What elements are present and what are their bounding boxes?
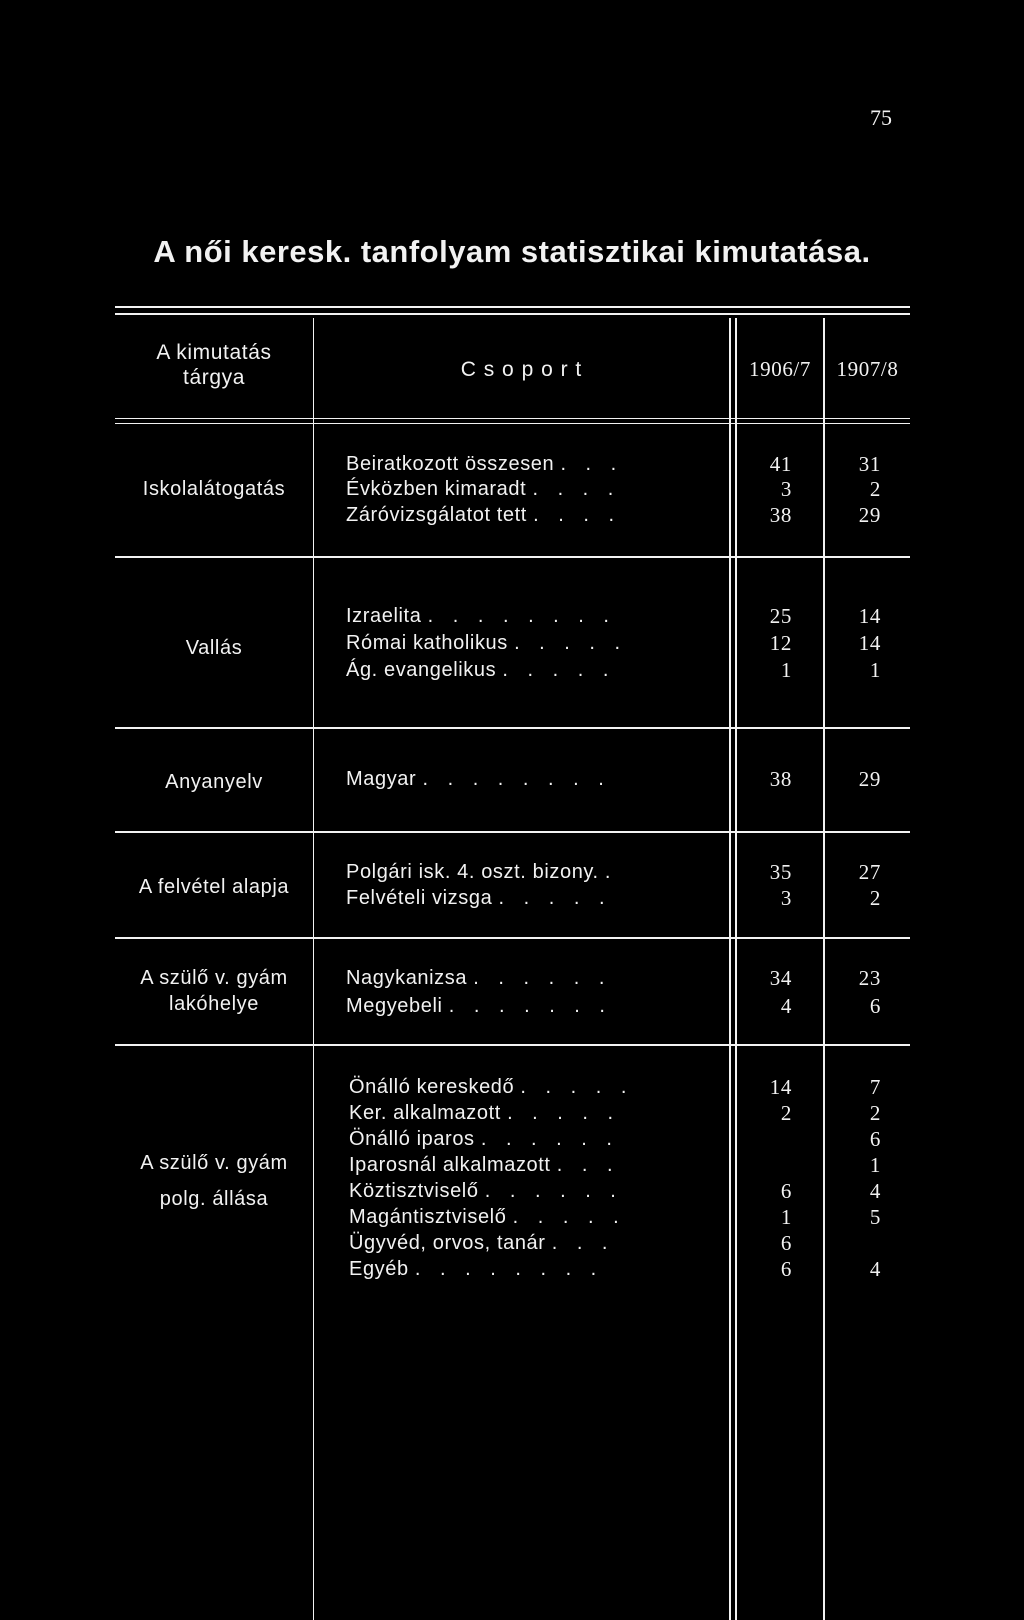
row-label-text: Ügyvéd, orvos, tanár bbox=[349, 1232, 546, 1254]
leader-dots: . . . . bbox=[533, 504, 622, 526]
row-label bbox=[346, 477, 620, 501]
leader-dots: . . . bbox=[551, 1232, 615, 1254]
category-polg-allasa bbox=[115, 1151, 313, 1211]
row-label bbox=[346, 767, 611, 791]
header-subject-line-1: A kimutatás bbox=[156, 341, 272, 364]
top-rule-1 bbox=[115, 306, 910, 308]
category-line-2: lakóhelye bbox=[169, 993, 259, 1015]
row-label-text: Magyar bbox=[346, 768, 417, 790]
value-1906: 1 bbox=[780, 658, 792, 682]
leader-dots: . . . . . bbox=[498, 887, 612, 909]
category-lakohelye bbox=[115, 966, 313, 1016]
value-1906: 41 bbox=[769, 452, 792, 476]
top-rule-2 bbox=[115, 313, 910, 315]
value-1906: 38 bbox=[769, 503, 792, 527]
row-label bbox=[349, 1127, 619, 1151]
header-group: C s o p o r t bbox=[460, 358, 583, 381]
value-1907: 14 bbox=[858, 604, 881, 628]
value-1907: 23 bbox=[858, 966, 881, 990]
row-label bbox=[346, 860, 617, 884]
row-label-text: Önálló iparos bbox=[349, 1128, 475, 1150]
value-1907: 2 bbox=[869, 886, 881, 910]
leader-dots: . . . . . . . . bbox=[427, 605, 616, 627]
section-rule-2 bbox=[115, 727, 910, 729]
value-1906: 25 bbox=[769, 604, 792, 628]
leader-dots: . . . . . bbox=[520, 1076, 634, 1098]
row-label bbox=[346, 503, 621, 527]
row-label bbox=[346, 631, 627, 655]
row-label-text: Egyéb bbox=[349, 1258, 409, 1280]
value-1906: 6 bbox=[780, 1179, 792, 1203]
row-label-text: Záróvizsgálatot tett bbox=[346, 504, 527, 526]
value-1907: 31 bbox=[858, 452, 881, 476]
row-label bbox=[346, 966, 611, 990]
row-label bbox=[349, 1153, 620, 1177]
section-rule-1 bbox=[115, 556, 910, 558]
leader-dots: . . . . bbox=[532, 478, 621, 500]
category-iskolalatogatas: Iskolalátogatás bbox=[142, 478, 286, 500]
leader-dots: . . . bbox=[560, 453, 624, 475]
value-1907: 7 bbox=[869, 1075, 881, 1099]
row-label-text: Ág. evangelikus bbox=[346, 659, 497, 681]
value-1906: 3 bbox=[780, 477, 792, 501]
value-1907: 6 bbox=[869, 1127, 881, 1151]
row-label-text: Ker. alkalmazott bbox=[349, 1102, 501, 1124]
row-label-text: Iparosnál alkalmazott bbox=[349, 1154, 551, 1176]
row-label bbox=[346, 604, 616, 628]
value-1907: 14 bbox=[858, 631, 881, 655]
value-1906: 3 bbox=[780, 886, 792, 910]
row-label bbox=[349, 1231, 615, 1255]
row-label bbox=[346, 658, 615, 682]
leader-dots: . . . . . bbox=[502, 659, 616, 681]
row-label-text: Polgári isk. 4. oszt. bizony. bbox=[346, 861, 599, 883]
value-1906: 35 bbox=[769, 860, 792, 884]
value-1907: 4 bbox=[869, 1257, 881, 1281]
value-1907: 2 bbox=[869, 477, 881, 501]
row-label-text: Megyebeli bbox=[346, 995, 443, 1017]
value-1907: 2 bbox=[869, 1101, 881, 1125]
value-1907: 1 bbox=[869, 658, 881, 682]
value-1906: 2 bbox=[780, 1101, 792, 1125]
page-number: 75 bbox=[870, 105, 892, 130]
category-line-1: A szülő v. gyám bbox=[140, 1152, 288, 1174]
leader-dots: . . . . . bbox=[514, 632, 628, 654]
row-label bbox=[346, 994, 612, 1018]
header-rule bbox=[115, 418, 910, 419]
value-1907: 29 bbox=[858, 767, 881, 791]
row-label-text: Beiratkozott összesen bbox=[346, 453, 555, 475]
leader-dots: . . . . . . . . bbox=[422, 768, 611, 790]
leader-dots: . . . bbox=[556, 1154, 620, 1176]
header-subject bbox=[115, 340, 313, 390]
row-label-text: Évközben kimaradt bbox=[346, 478, 527, 500]
leader-dots: . . . . . . bbox=[484, 1180, 623, 1202]
header-year-2: 1907/8 bbox=[836, 357, 899, 381]
leader-dots: . . . . . bbox=[512, 1206, 626, 1228]
value-1907: 6 bbox=[869, 994, 881, 1018]
row-label-text: Római katholikus bbox=[346, 632, 508, 654]
col-rule-group-1 bbox=[729, 318, 731, 1620]
value-1906: 6 bbox=[780, 1257, 792, 1281]
value-1906: 38 bbox=[769, 767, 792, 791]
row-label-text: Magántisztviselő bbox=[349, 1206, 507, 1228]
row-label bbox=[349, 1101, 620, 1125]
row-label bbox=[349, 1205, 626, 1229]
value-1906: 14 bbox=[769, 1075, 792, 1099]
leader-dots: . . . . . . . bbox=[448, 995, 612, 1017]
leader-dots: . . . . . . bbox=[480, 1128, 619, 1150]
value-1907: 1 bbox=[869, 1153, 881, 1177]
header-year-1: 1906/7 bbox=[749, 357, 811, 381]
row-label-text: Izraelita bbox=[346, 605, 422, 627]
value-1907: 27 bbox=[858, 860, 881, 884]
value-1906: 34 bbox=[769, 966, 792, 990]
row-label bbox=[346, 452, 623, 476]
category-line-1: A szülő v. gyám bbox=[140, 967, 288, 989]
row-label-text: Nagykanizsa bbox=[346, 967, 468, 989]
row-label bbox=[349, 1257, 603, 1281]
leader-dots: . . . . . . . . bbox=[414, 1258, 604, 1280]
row-label bbox=[346, 886, 612, 910]
value-1907: 29 bbox=[858, 503, 881, 527]
section-rule-4 bbox=[115, 937, 910, 939]
row-label bbox=[349, 1075, 633, 1099]
category-line-2: polg. állása bbox=[159, 1188, 269, 1210]
value-1907: 5 bbox=[869, 1205, 881, 1229]
row-label-text: Köztisztviselő bbox=[349, 1180, 479, 1202]
leader-dots: . . . . . . bbox=[473, 967, 612, 989]
value-1906: 1 bbox=[780, 1205, 792, 1229]
header-rule-2 bbox=[115, 423, 910, 424]
value-1906: 6 bbox=[780, 1231, 792, 1255]
value-1906: 12 bbox=[769, 631, 792, 655]
page-title: A női keresk. tanfolyam statisztikai kimutatása. bbox=[153, 234, 871, 269]
category-vallas: Vallás bbox=[185, 637, 243, 659]
section-rule-3 bbox=[115, 831, 910, 833]
section-rule-5 bbox=[115, 1044, 910, 1046]
col-rule-subject bbox=[313, 318, 314, 1620]
value-1907: 4 bbox=[869, 1179, 881, 1203]
row-label bbox=[349, 1179, 623, 1203]
value-1906: 4 bbox=[780, 994, 792, 1018]
category-anyanyelv: Anyanyelv bbox=[165, 771, 263, 793]
row-label-text: Önálló kereskedő bbox=[349, 1076, 515, 1098]
leader-dots: . . . . . bbox=[507, 1102, 621, 1124]
category-felvetel-alapja: A felvétel alapja bbox=[138, 876, 290, 898]
header-subject-line-2: tárgya bbox=[183, 366, 245, 389]
leader-dots: . bbox=[604, 861, 618, 883]
row-label-text: Felvételi vizsga bbox=[346, 887, 493, 909]
